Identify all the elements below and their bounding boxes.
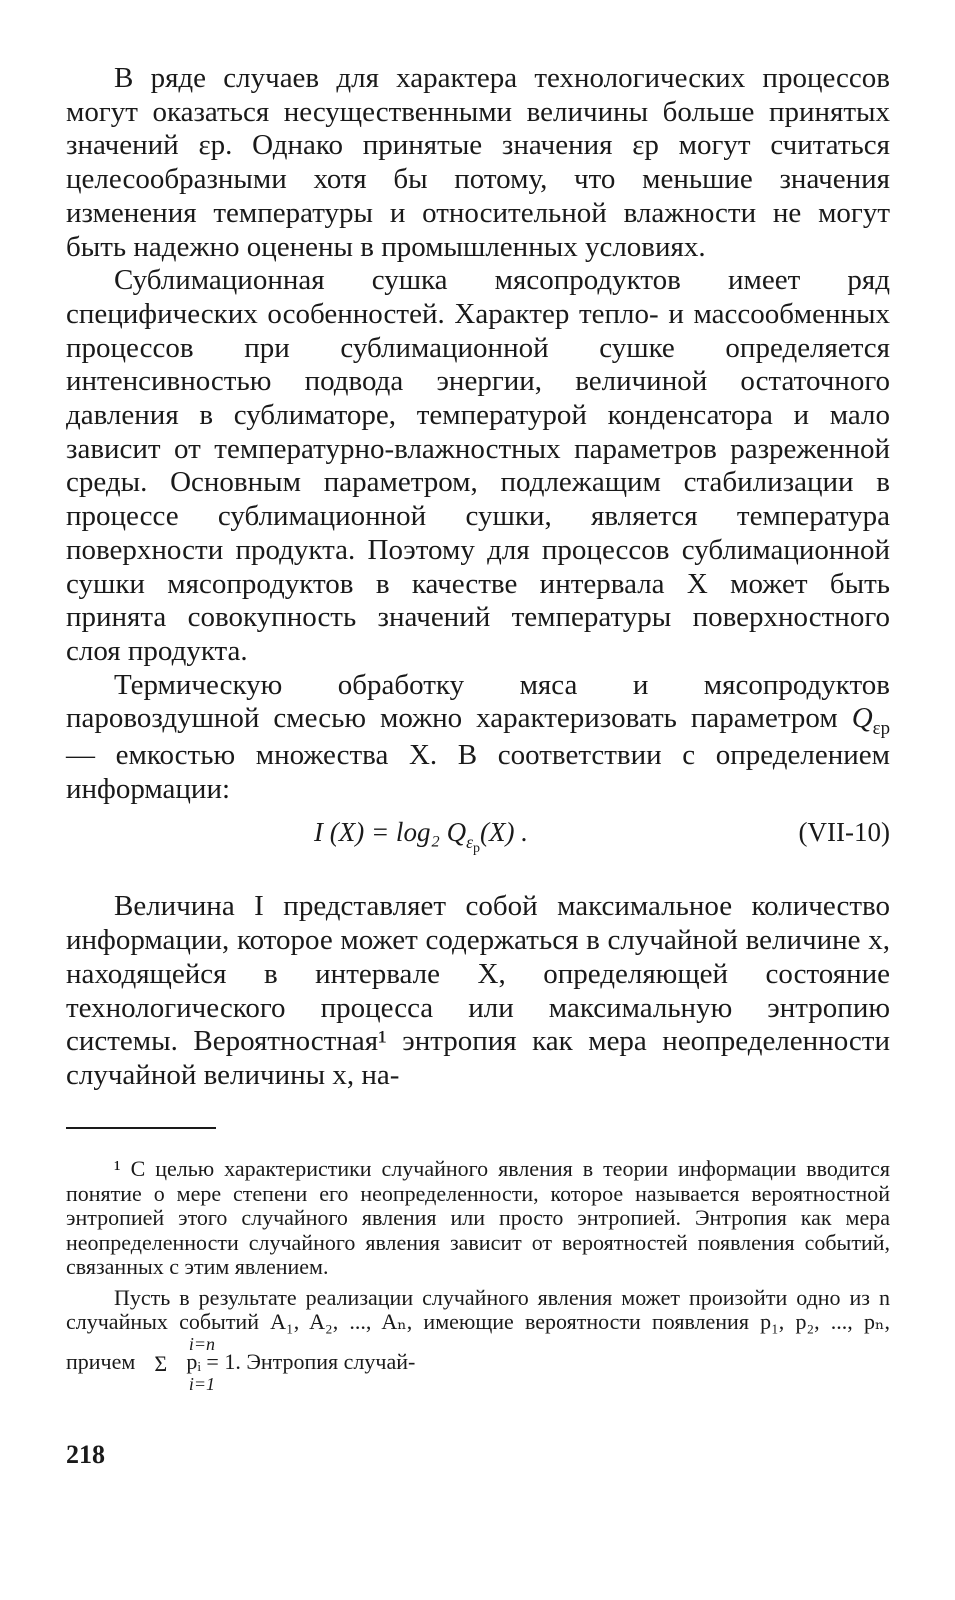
paragraph-text: Термическую обработку мяса и мясопродуктов паровоздушной смесью можно характеризовать параметром (66, 668, 890, 735)
summation (141, 1333, 215, 1394)
equation-left: I (X) = log₂ Q (314, 817, 467, 848)
sum-lower-limit: i=1 (188, 1373, 215, 1394)
paragraph: Сублимационная сушка мясопродуктов имеет ряд специфических особенностей. Характер тепло- и массообменных процессов при сублимационной сушке определяется интенсивностью подвода энергии, величиной остаточного давления в сублиматоре, температурой конденсатора и мало зависит от температурно-влажностных параметров разреженной среды. Основным параметром, подлежащим стабилизации в процессе сублимационной сушки, является температура поверхности продукта. Поэтому для процессов сублимационной сушки мясопродуктов в качестве интервала X может быть принята совокупность значений температуры поверхностного слоя продукта. (66, 264, 890, 667)
symbol-subscript: εр (872, 717, 890, 739)
sum-upper-limit: i=n (188, 1333, 215, 1354)
equation (66, 814, 890, 880)
sum-sign: Σ (154, 1350, 168, 1376)
footnote-paragraph (66, 1286, 890, 1393)
footnote-divider (66, 1127, 216, 1129)
paragraph: В ряде случаев для характера технологических процессов могут оказаться несущественными величины больше принятых значений εр. Однако принятые значения εр могут считаться целесообразными хотя бы потому, что меньшие значения изменения температуры и относительной влажности не могут быть надежно оценены в промышленных условиях. (66, 62, 890, 263)
footnote-text: Пусть в результате реализации случайного явления может произойти одно из n случайных событий A₁, A₂, ..., Aₙ, имеющие вероятности появления p₁, p₂, ..., pₙ, причем (66, 1284, 890, 1374)
paragraph: Величина I представляет собой максимальное количество информации, которое может содержаться в случайной величине x, находящейся в интервале X, определяющей состояние технологического процесса или максимальную энтропию системы. Вероятностная¹ энтропия как мера неопределенности случайной величины x, на- (66, 890, 890, 1091)
equation-sub-epsilon: ε (466, 831, 473, 852)
main-text (66, 62, 890, 1093)
footnote-paragraph: ¹ С целью характеристики случайного явления в теории информации вводится понятие о мере степени его неопределенности, которое называется вероятностной энтропией этого случайного явления или просто энтропией. Энтропия как мера неопределенности случайного явления зависит от вероятностей появления событий, связанных с этим явлением. (66, 1156, 890, 1279)
equation-sub-p: р (473, 839, 481, 856)
footnote (66, 1157, 890, 1399)
page-number: 218 (66, 1440, 105, 1469)
equation-right: (X) . (480, 817, 528, 848)
footnote-text: pᵢ = 1. Энтропия случай- (180, 1348, 416, 1374)
equation-number: (VII-10) (798, 817, 890, 848)
symbol-q: Q (851, 702, 873, 735)
equation-expression (314, 816, 528, 855)
paragraph (66, 669, 890, 807)
paragraph-text: — емкостью множества X. В соответствии с определением информации: (66, 739, 890, 805)
